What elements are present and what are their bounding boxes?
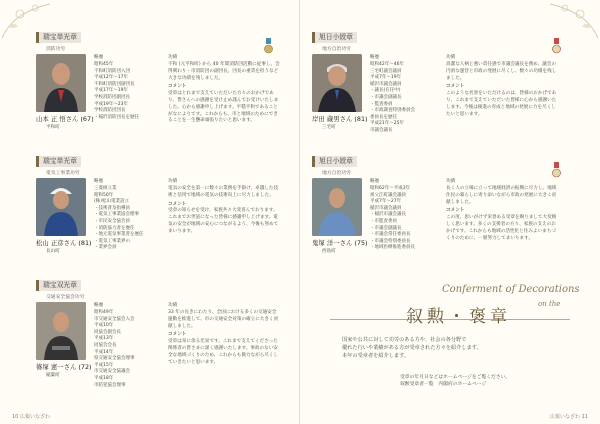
career-list: 昭和62年〜平成3年 祖父江町議会議員 平成7年〜27年 稲沢市議会議員 ・稲沢市議会議長 ・市監査委員 ・市議会副議長 ・市議会常任委員長 ・市議会特別委員長 ・地域医療推進委員長 bbox=[370, 186, 415, 251]
award-name: 瑞宝単光章 bbox=[36, 156, 81, 167]
awardee-entry bbox=[36, 156, 286, 274]
awardee-entry bbox=[312, 32, 564, 150]
career-title: 略歴 bbox=[94, 179, 104, 184]
awardee-name: 岸田 蔵男さん (81) bbox=[312, 115, 368, 123]
awardee-photo bbox=[312, 178, 362, 236]
achievement-text: 33 年の長きにわたり、全国における多くの交通安全運動を推進して、市の交通安全対策の確立に大きく貢献しました。 コメント 受章は身に余る光栄です。これまで支えてくださった関係者の皆さまに深く感謝いたします。事故のない安全な地域づくりのため、これからも微力ながら尽くしていきたいと思います。 bbox=[168, 310, 279, 365]
achievement-text: 長く人の立場に立って地域経済の振興に尽力し、地域住民の暮らしに寄り添いながら市政の発展に大きく貢献しました。 コメント この度、思いがけず栄誉ある受章を賜りまして大変嬉しく思います。多くの支援者の方々、家族の支えのおかげです。これからも地域の活性化と住みよいまちづくりのために、一層努力してまいります。 bbox=[446, 186, 557, 241]
career-list: 三菱組立業 昭和50年 (株)松山電業設立 ・技術普及指導員 ・電気工事業協会理事 ・市民安全協会員 ・消防協力者を歴任 ・地元電気事業者を歴任 ・電気工事業界の ・業界会員 bbox=[94, 186, 144, 251]
awardee-name: 松山 正彦さん (81) bbox=[36, 239, 92, 247]
awardee-photo bbox=[36, 178, 86, 236]
career-title: 略歴 bbox=[370, 55, 380, 60]
medal-icon bbox=[264, 38, 273, 54]
award-category: 消防功労 bbox=[46, 47, 66, 52]
award-category: 交通安全協会功労 bbox=[46, 295, 85, 300]
awardee-name: 山本 正 悟さん (67) bbox=[36, 115, 94, 123]
page-title: 叙勲・褒章 bbox=[406, 307, 511, 327]
awardee-name: 鬼塚 洋一さん (75) bbox=[312, 239, 368, 247]
medal-icon bbox=[552, 38, 561, 54]
awardee-entry bbox=[36, 32, 286, 150]
career-title: 略歴 bbox=[94, 55, 104, 60]
career-list: 昭和49年 市交通安全協会入会 平成10年 同協会副会長 平成13年 同協会会長 平成14年 県交通安全協会理事 平成15年 市交通安全協議会 平成18年 市防犯協会理事 bbox=[94, 310, 135, 388]
career-list: 昭和45年 不和町消防団入団 平成12年〜17年 不和町消防団副団長 平成17年〜19年 学校消防団副団長 平成19年〜23年 学校消防団団長 ・稲沢消防団長を歴任 bbox=[94, 62, 139, 120]
awardee-town: 稲葉町 bbox=[46, 373, 60, 378]
award-category: 電気工事業功労 bbox=[46, 171, 80, 176]
awardee-photo bbox=[36, 54, 86, 112]
award-name: 旭日小綬章 bbox=[312, 156, 357, 167]
award-category: 地方自治功労 bbox=[322, 47, 351, 52]
award-name: 瑞宝双光章 bbox=[36, 280, 81, 291]
career-list: 昭和42年〜46年 三宅町議会議員 平成7年〜19年 稲沢市議会議員 ・議長(在任中) ・市議会副議長 ・監査委員 ・市政調査特別委員会 委員長を歴任 平成21年〜25年 市議会議長 bbox=[370, 62, 415, 133]
awardee-photo bbox=[36, 302, 86, 360]
achievement-title: 功績 bbox=[446, 55, 456, 60]
achievement-title: 功績 bbox=[168, 55, 178, 60]
achievement-text: 電気の安全を第一に数々の業務を手掛け、卓越した技術と信用で地域の電気の技術向上に尽力しました。 コメント 受章の知らせを受け、家族共々大変喜んでおります。これまでお世話になった皆様に感謝申し上げます。電気の安全が地域の安心につながるよう、今後も努めてまいります。 bbox=[168, 186, 279, 234]
awardee-name: 篠塚 憲一さん (72) bbox=[36, 363, 92, 371]
awardee-entry bbox=[36, 280, 286, 398]
right-page bbox=[300, 0, 600, 424]
career-title: 略歴 bbox=[94, 303, 104, 308]
page-number: 広報いなざわ 11 bbox=[550, 414, 588, 420]
awardee-town: 三宅町 bbox=[322, 125, 336, 130]
awardee-photo bbox=[312, 54, 362, 112]
award-name: 旭日小綬章 bbox=[312, 32, 357, 43]
awardee-town: 長山町 bbox=[46, 249, 60, 254]
award-name: 瑞宝単光章 bbox=[36, 32, 81, 43]
achievement-text: 高潔な人柄と強い責任感で市議会議長を務め、議会の円滑な運営と市政の発展に尽くし、数々の功績を残しました。 コメント このような名誉をいただけるのは、皆様のおかげであり、これまで支えていただいた皆様に心から感謝いたします。今後は後進の育成と地域の発展に力を尽くしたいと思います。 bbox=[446, 62, 557, 117]
awardee-town: 平和町 bbox=[46, 125, 60, 130]
awardee-town: 西島町 bbox=[322, 249, 336, 254]
award-category: 地方自治功労 bbox=[322, 171, 351, 176]
medal-icon bbox=[552, 162, 561, 178]
achievement-title: 功績 bbox=[446, 179, 456, 184]
intro-text: 国家や公共に対して功労のある方や、社会の各分野で 優れた行いや業績がある方が受章された方々を紹介します。 本年の受章者を紹介します。 bbox=[342, 337, 482, 360]
achievement-text: 不和 (元平和町) から 40 年間消防団活動に従事し、会得関わり・市消防団の副団長、団長の重責を担うなど大きな功績を残しました。 コメント 受章はとれまで支えていただいた方々のおかげであり、皆さんへの感謝を受け止め謹んでお受けいたしました。心から感謝申し上げます。平穏平和であることがなによりです。これからも、市と地域のためにできることを一生懸命頑張りたいと思います。 bbox=[168, 62, 280, 124]
footnote: 受章の年月日などはホームページをご覧ください。 叙勲受章者一覧 内閣府のホームページ bbox=[400, 375, 511, 387]
achievement-title: 功績 bbox=[168, 179, 178, 184]
decoration-script-title: Conferment of Decorations bbox=[442, 284, 580, 295]
achievement-title: 功績 bbox=[168, 303, 178, 308]
decoration-script-subtitle: on the bbox=[538, 300, 561, 308]
awardee-entry bbox=[312, 156, 564, 274]
page-number: 10 広報いなざわ bbox=[12, 414, 50, 420]
career-title: 略歴 bbox=[370, 179, 380, 184]
